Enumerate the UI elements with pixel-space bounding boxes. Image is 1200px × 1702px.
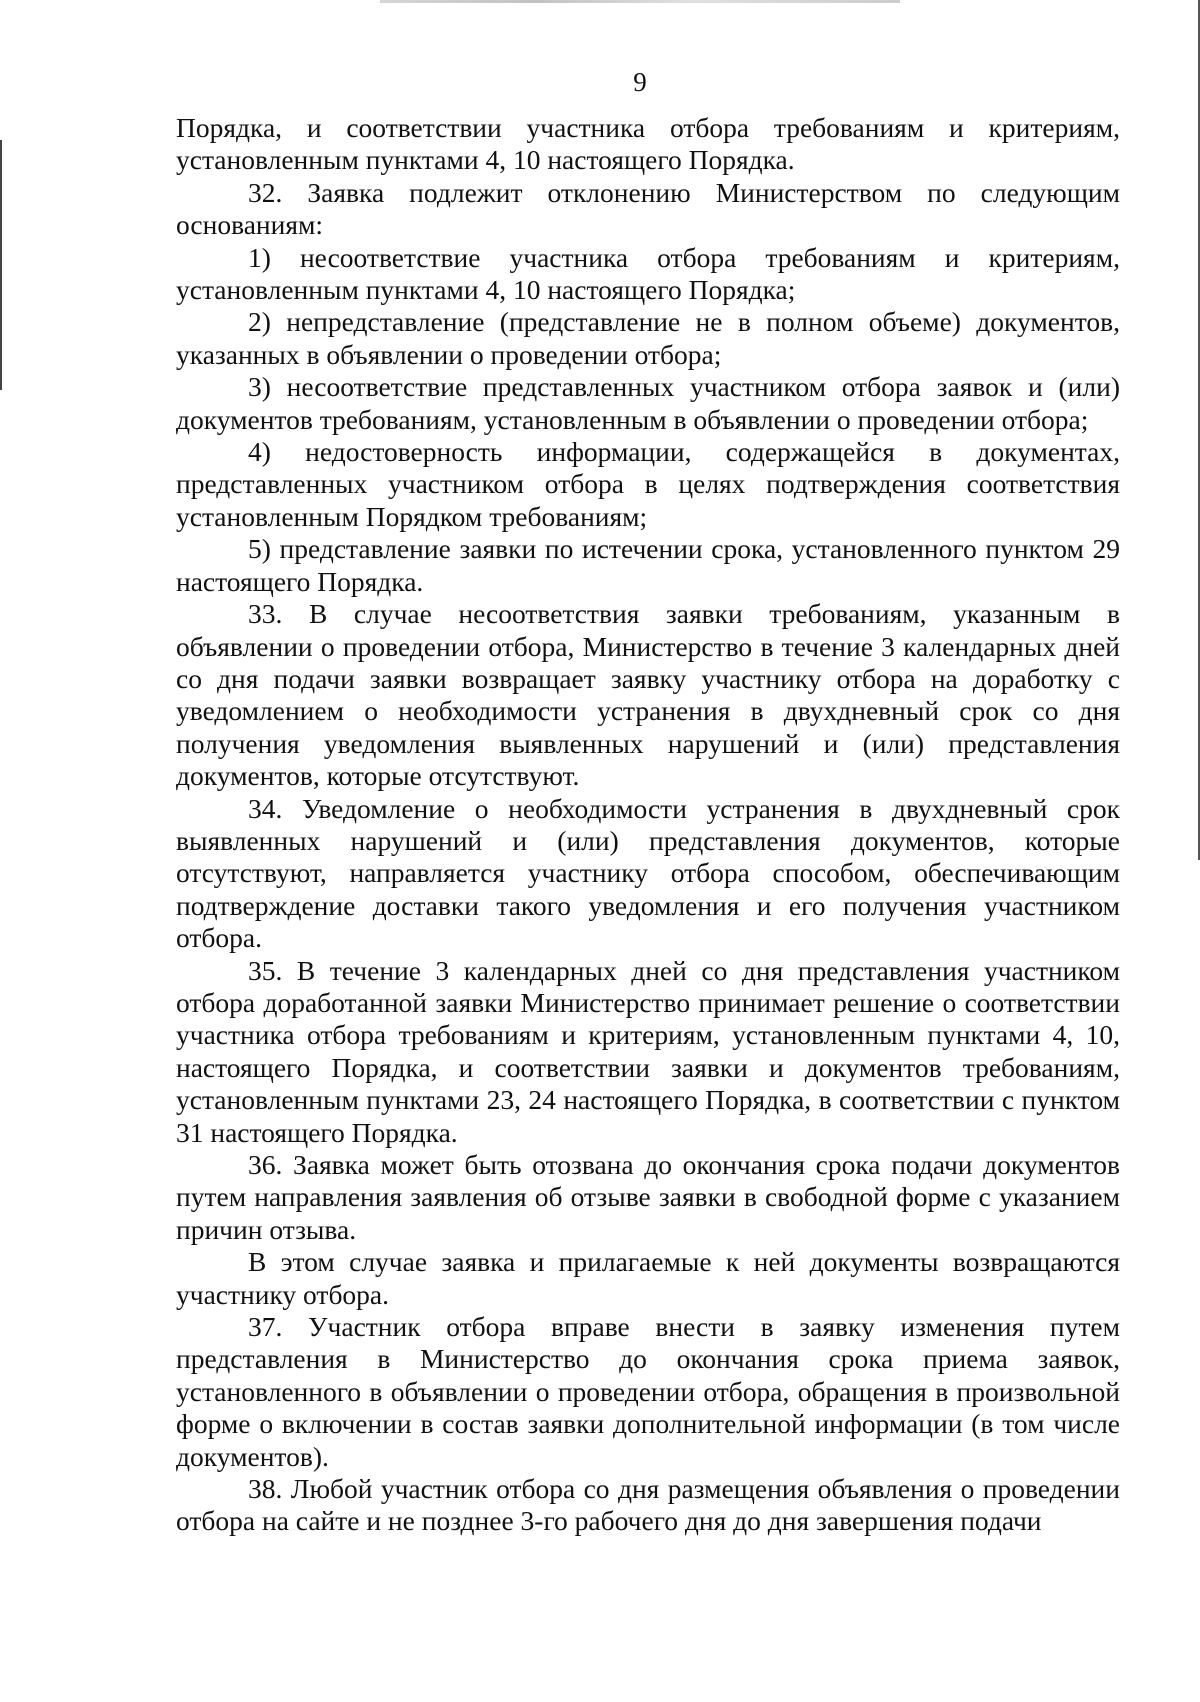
document-body: [176, 112, 1120, 1538]
scan-artifact-top: [380, 0, 900, 3]
paragraph-35: 35. В течение 3 календарных дней со дня представления участником отбора доработанной заявки Министерство принимает решение о соответствии участника отбора требованиям и критериям, установленным пунктами 4, 10, настоящего Порядка, и соответствии заявки и документов требованиям, установленным пунктами 23, 24 настоящего Порядка, в соответствии с пунктом 31 настоящего Порядка.: [176, 954, 1120, 1148]
paragraph-36-note: В этом случае заявка и прилагаемые к ней документы возвращаются участнику отбора.: [176, 1246, 1120, 1310]
page-number: 9: [633, 67, 647, 97]
paragraph-continuation: Порядка, и соответствии участника отбора требованиям и критериям, установленным пунктами 4, 10 настоящего Порядка.: [176, 112, 1120, 176]
scan-artifact-left: [0, 140, 2, 390]
paragraph-32-item-3: 3) несоответствие представленных участником отбора заявок и (или) документов требованиям, установленным в объявлении о проведении отбора;: [176, 371, 1120, 435]
paragraph-32: 32. Заявка подлежит отклонению Министерством по следующим основаниям:: [176, 176, 1120, 241]
paragraph-32-item-5: 5) представление заявки по истечении срока, установленного пунктом 29 настоящего Порядка.: [176, 533, 1120, 597]
paragraph-37: 37. Участник отбора вправе внести в заявку изменения путем представления в Министерство до окончания срока приема заявок, установленного в объявлении о проведении отбора, обращения в произвольной форме о включении в состав заявки дополнительной информации (в том числе документов).: [176, 1311, 1120, 1472]
paragraph-38: 38. Любой участник отбора со дня размещения объявления о проведении отбора на сайте и не позднее 3-го рабочего дня до дня завершения подачи: [176, 1473, 1120, 1537]
paragraph-32-item-1: 1) несоответствие участника отбора требованиям и критериям, установленным пунктами 4, 10 настоящего Порядка;: [176, 241, 1120, 306]
paragraph-32-item-4: 4) недостоверность информации, содержащейся в документах, представленных участником отбора в целях подтверждения соответствия установленным Порядком требованиям;: [176, 436, 1120, 532]
paragraph-33: 33. В случае несоответствия заявки требованиям, указанным в объявлении о проведении отбора, Министерство в течение 3 календарных дней со дня подачи заявки возвращает заявку участнику отбора на доработку с уведомлением о необходимости устранения в двухдневный срок со дня получения уведомления выявленных нарушений и (или) представления документов, которые отсутствуют.: [176, 598, 1120, 792]
paragraph-34: 34. Уведомление о необходимости устранения в двухдневный срок выявленных нарушений и (или) представления документов, которые отсутствуют, направляется участнику отбора способом, обеспечивающим подтверждение доставки такого уведомления и его получения участником отбора.: [176, 792, 1120, 954]
paragraph-36: 36. Заявка может быть отозвана до окончания срока подачи документов путем направления заявления об отзыве заявки в свободной форме с указанием причин отзыва.: [176, 1149, 1120, 1245]
paragraph-32-item-2: 2) непредставление (представление не в полном объеме) документов, указанных в объявлении о проведении отбора;: [176, 306, 1120, 370]
